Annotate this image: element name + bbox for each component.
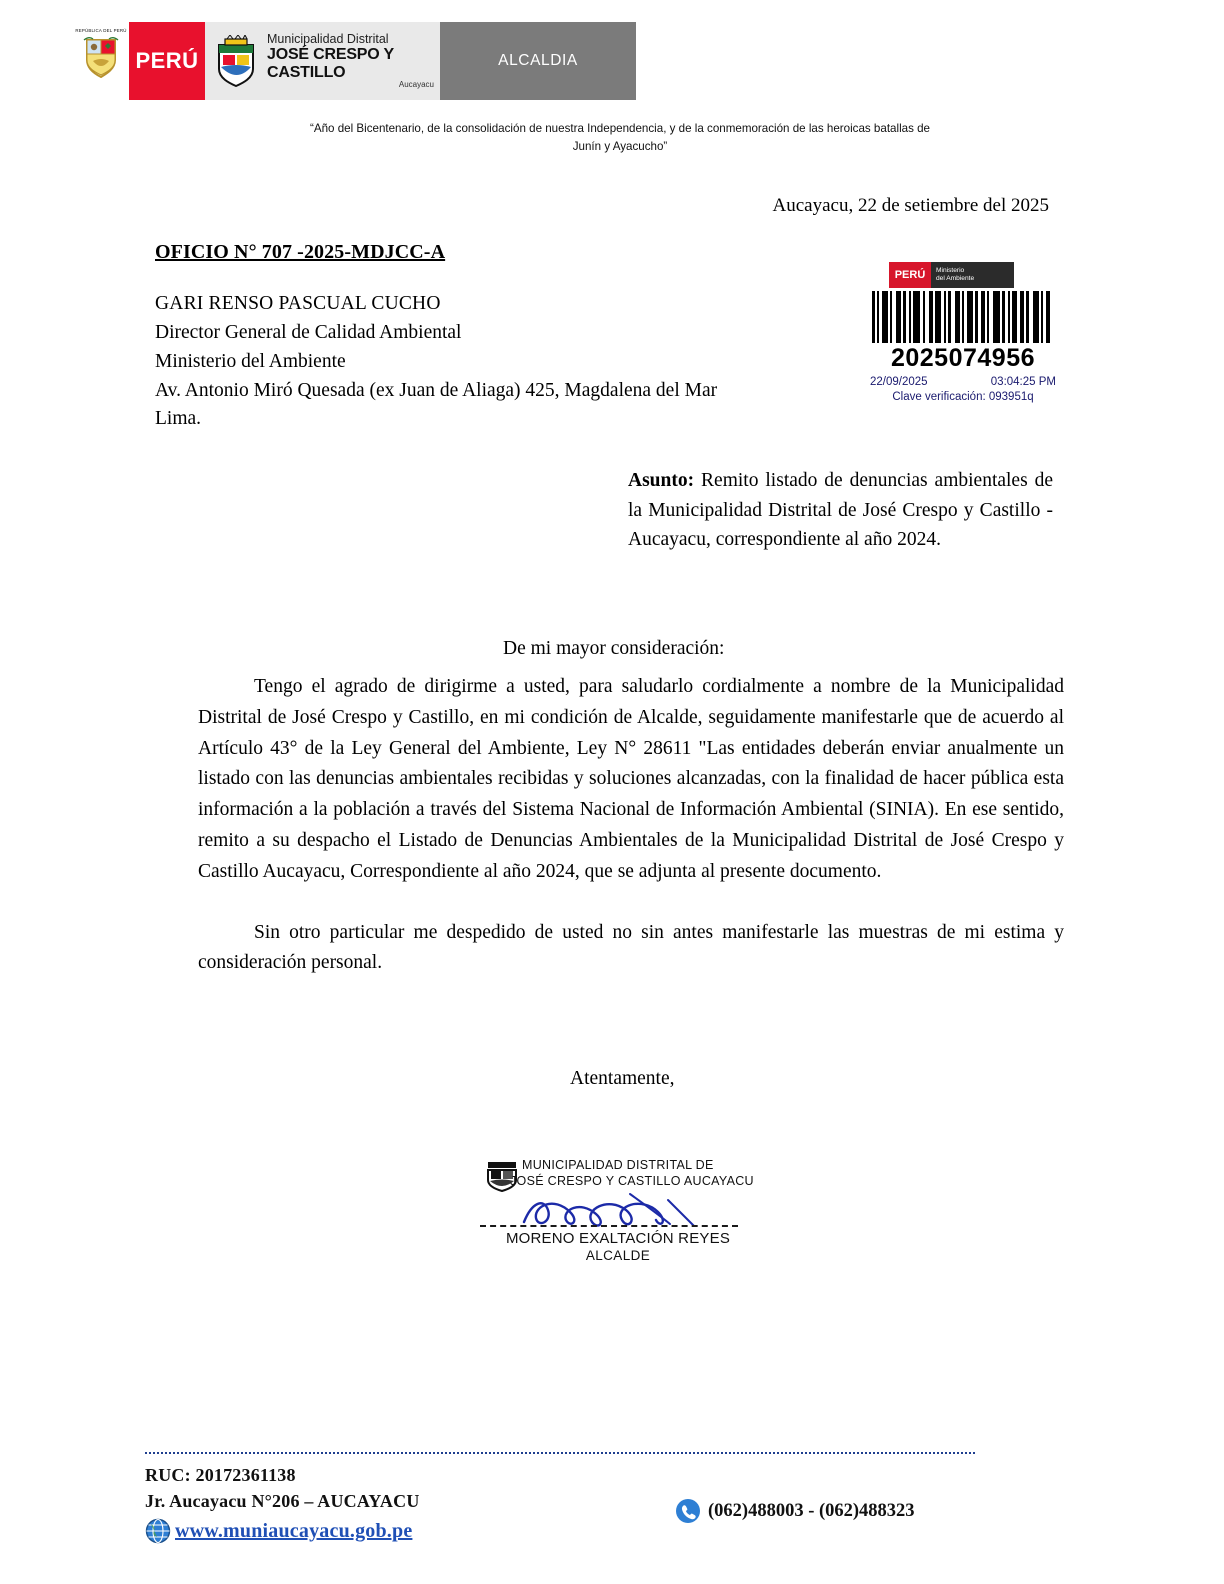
asunto-block (628, 466, 1053, 555)
stamp-ministry-line-2: del Ambiente (936, 275, 975, 282)
peru-coat-of-arms-icon (75, 28, 127, 94)
stamp-date: 22/09/2025 (870, 376, 928, 388)
coat-of-arms-caption: REPÚBLICA DEL PERÚ (75, 28, 127, 33)
year-motto: “Año del Bicentenario, de la consolidación de nuestra Independencia, y de la conmemoración de las heroicas batallas de Junín y Ayacucho” (309, 122, 931, 153)
closing-line: Atentamente, (570, 1068, 675, 1089)
signer-name: MORENO EXALTACIÓN REYES (505, 1230, 731, 1247)
signature-stamp-line-2: JOSÉ CRESPO Y CASTILLO AUCAYACU (510, 1174, 754, 1188)
municipality-crest-icon (213, 35, 259, 87)
body-paragraph-1: Tengo el agrado de dirigirme a usted, para saludarlo cordialmente a nombre de la Municipalidad Distrital de José Crespo y Castillo, en mi condición de Alcalde, seguidamente manifestarle que de acuerdo al Artículo 43° de la Ley General del Ambiente, Ley N° 28611 "Las entidades deberán enviar anualmente un listado con las denuncias ambientales recibidas y soluciones alcanzadas, con la finalidad de hacer pública esta información a la población a través del Sistema Nacional de Información Ambiental (SINIA). En ese sentido, remito a su despacho el Listado de Denuncias Ambientales de la Municipalidad Distrital de José Crespo y Castillo Aucayacu, Correspondiente al año 2024, que se adjunta al presente documento. (198, 676, 1064, 882)
stamp-code: 2025074956 (890, 344, 1036, 372)
stamp-peru-label: PERÚ (889, 262, 931, 288)
municipality-line-1: Municipalidad Distrital (267, 31, 389, 46)
signer-role: ALCALDE (585, 1248, 651, 1263)
document-date: Aucayacu, 22 de setiembre del 2025 (772, 195, 1049, 216)
municipality-brand-block (205, 22, 440, 100)
salutation: De mi mayor consideración: (503, 638, 725, 659)
signature-stamp-line-1: MUNICIPALIDAD DISTRITAL DE (522, 1158, 714, 1172)
addressee-city: Lima. (155, 408, 202, 430)
footer-address: Jr. Aucayacu N°206 – AUCAYACU (145, 1491, 420, 1512)
footer-phones: (062)488003 - (062)488323 (708, 1500, 915, 1521)
municipality-line-3: Aucayacu (398, 80, 434, 90)
document-header (75, 22, 636, 100)
footer-website-link[interactable]: www.muniaucayacu.gob.pe (175, 1519, 413, 1542)
registry-stamp (864, 262, 1062, 405)
peru-wordmark (129, 22, 205, 100)
globe-icon (145, 1518, 171, 1544)
signature-rule (480, 1225, 738, 1227)
addressee-block (155, 290, 815, 434)
oficio-number: OFICIO N° 707 -2025-MDJCC-A (155, 241, 446, 263)
peru-brand-block (75, 22, 205, 100)
asunto-label: Asunto: (628, 470, 695, 491)
municipality-line-2: JOSÉ CRESPO Y CASTILLO (267, 45, 394, 81)
stamp-ministry-line-1: Ministerio (936, 266, 965, 274)
ministry-logo (889, 262, 1014, 288)
addressee-name: GARI RENSO PASCUAL CUCHO (155, 293, 441, 314)
body-paragraph-2: Sin otro particular me despedido de usted no sin antes manifestarle las muestras de mi estima y consideración personal. (198, 921, 1064, 974)
handwritten-signature (518, 1190, 708, 1234)
footer-divider (145, 1452, 975, 1454)
signature-block (470, 1150, 760, 1275)
alcaldia-label: ALCALDIA (498, 52, 578, 69)
document-footer (145, 1462, 1085, 1544)
addressee-address: Av. Antonio Miró Quesada (ex Juan de Aliaga) 425, Magdalena del Mar (155, 379, 718, 401)
barcode-icon (872, 291, 1060, 343)
addressee-position: Director General de Calidad Ambiental (155, 321, 462, 343)
stamp-time: 03:04:25 PM (990, 376, 1056, 388)
asunto-text: Remito listado de denuncias ambientales de la Municipalidad Distrital de José Crespo y Castillo - Aucayacu, correspondiente al año 2024. (628, 470, 1054, 551)
phone-icon (675, 1498, 701, 1524)
footer-ruc: RUC: 20172361138 (145, 1465, 296, 1485)
alcaldia-block (440, 22, 636, 100)
addressee-entity: Ministerio del Ambiente (155, 350, 346, 372)
body-text (198, 672, 1064, 1003)
stamp-verification-code: Clave verificación: 093951q (892, 390, 1034, 403)
peru-label: PERÚ (135, 48, 199, 73)
footer-phone-row (675, 1498, 915, 1524)
